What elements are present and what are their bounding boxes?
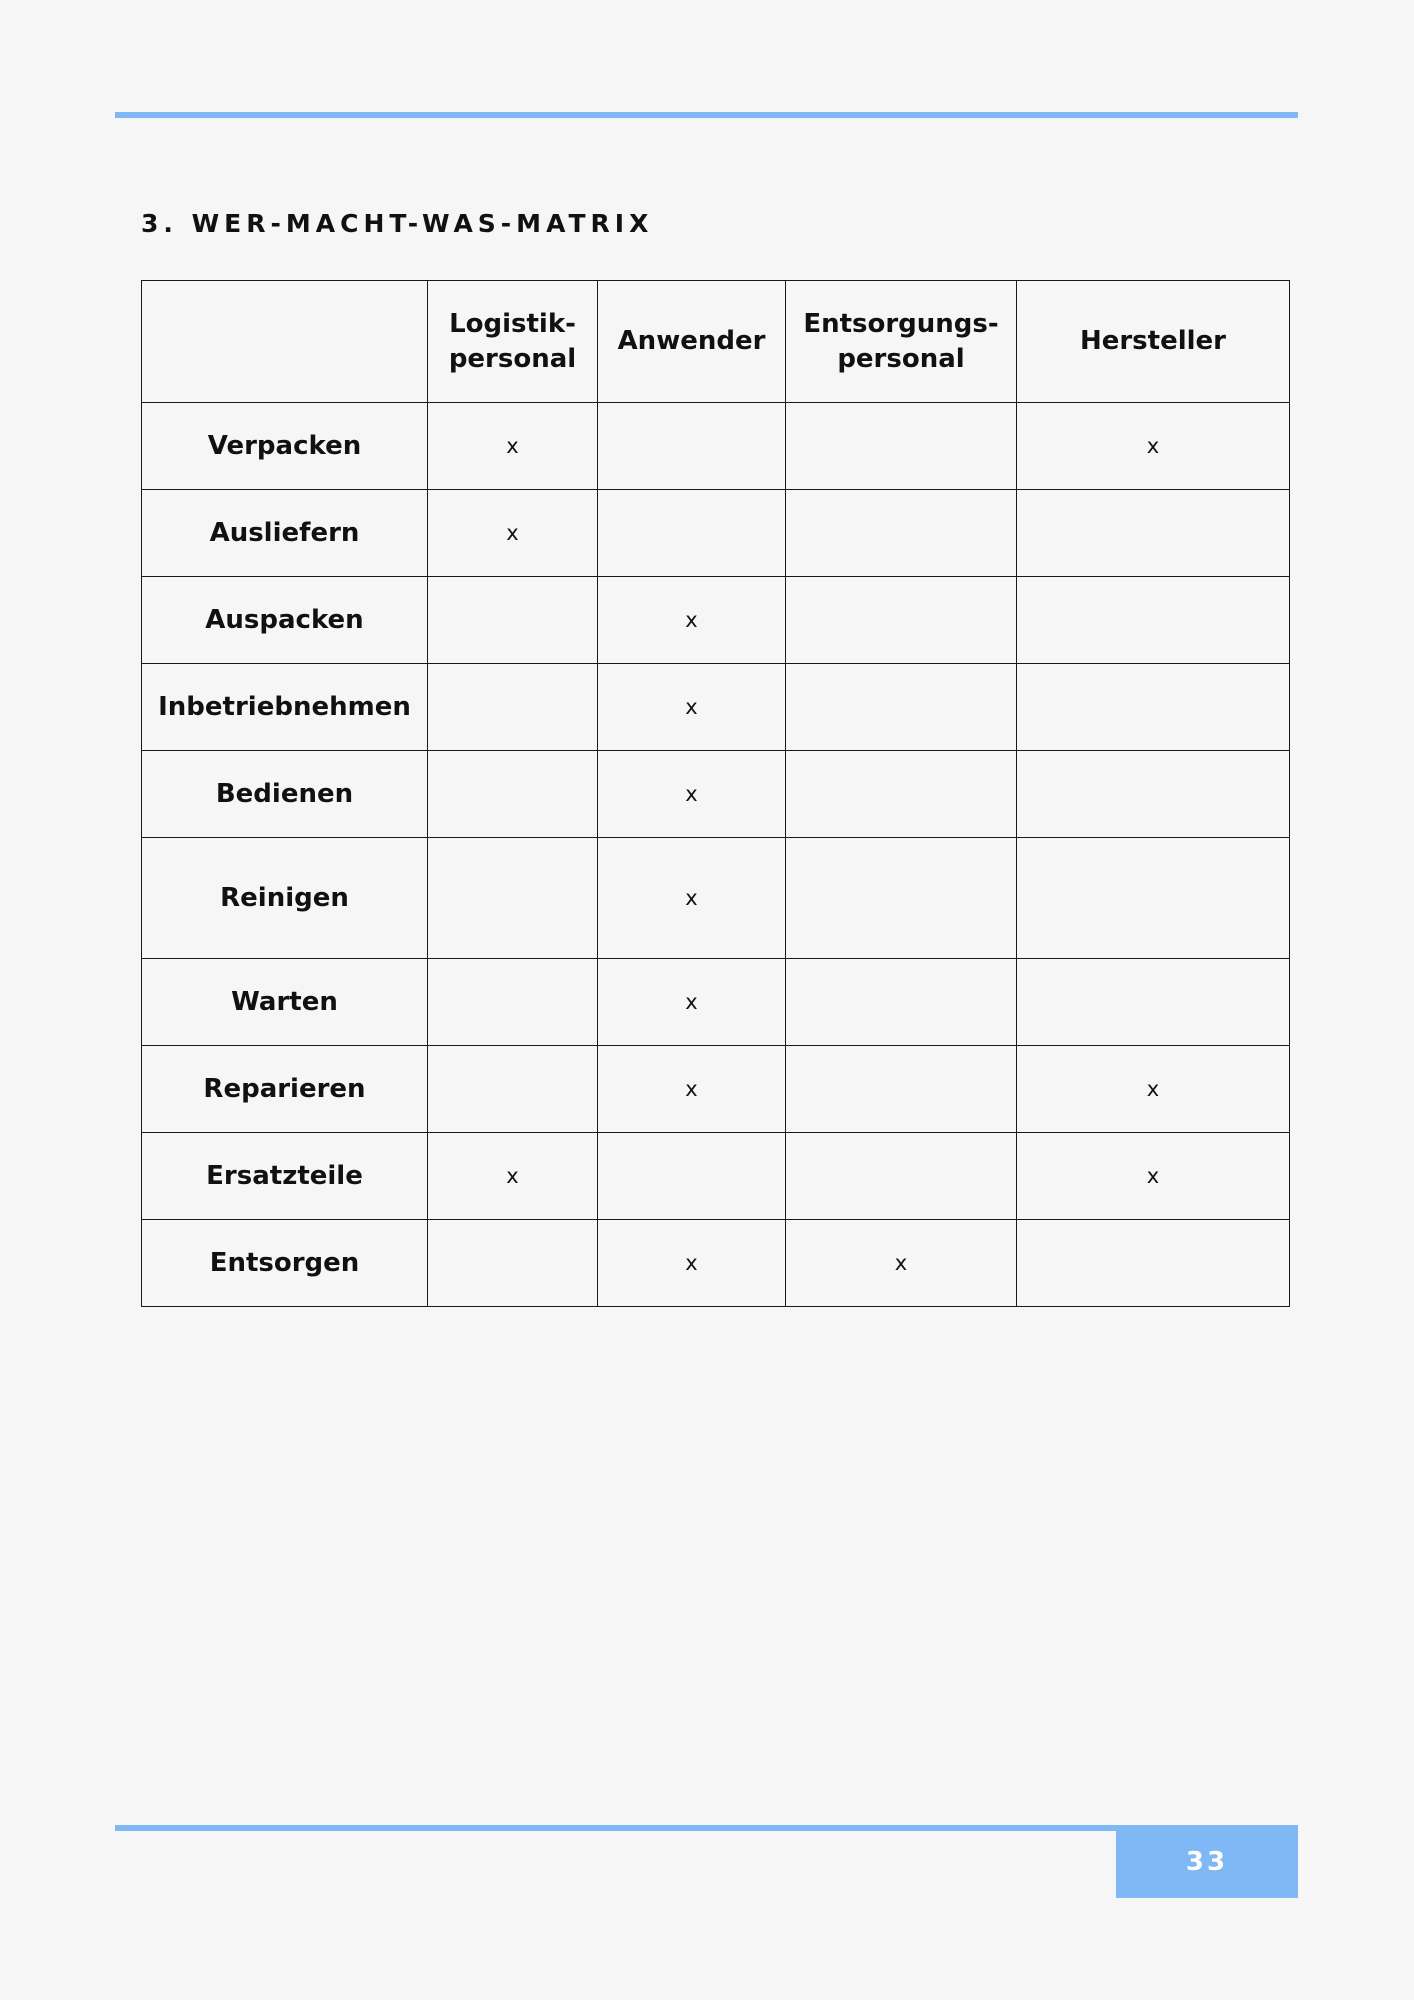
table-row [142, 664, 1290, 751]
matrix-cell [428, 751, 598, 838]
matrix-cell [428, 577, 598, 664]
row-label: Inbetriebnehmen [142, 664, 428, 751]
matrix-cell [786, 838, 1017, 959]
header-rule [115, 112, 1298, 118]
matrix-cell [786, 577, 1017, 664]
column-header-hersteller [1017, 281, 1290, 403]
responsibility-matrix [141, 280, 1290, 1307]
section-title: 3. WER-MACHT-WAS-MATRIX [141, 209, 654, 238]
matrix-cell [786, 490, 1017, 577]
table-row [142, 577, 1290, 664]
column-header-line: Hersteller [1079, 326, 1227, 356]
table-row [142, 1133, 1290, 1220]
table-row [142, 1220, 1290, 1307]
table-row [142, 490, 1290, 577]
matrix-cell [598, 1133, 786, 1220]
matrix-cell [428, 664, 598, 751]
column-header-line: Logistik- [449, 308, 576, 339]
matrix-cell: x [1017, 1046, 1290, 1133]
matrix-cell: x [1017, 1133, 1290, 1220]
page-number: 33 [1185, 1846, 1229, 1877]
row-label: Warten [142, 959, 428, 1046]
matrix-cell [1017, 664, 1290, 751]
row-label: Reparieren [142, 1046, 428, 1133]
matrix-cell: x [598, 664, 786, 751]
column-header-line: personal [837, 343, 965, 374]
matrix-cell [428, 1046, 598, 1133]
matrix-cell: x [598, 1220, 786, 1307]
matrix-cell: x [1017, 403, 1290, 490]
page-number-box [1116, 1825, 1298, 1898]
matrix-cell: x [428, 1133, 598, 1220]
matrix-cell [786, 1046, 1017, 1133]
matrix-cell: x [598, 838, 786, 959]
table-row [142, 838, 1290, 959]
column-header-entsorgungspersonal [786, 281, 1017, 403]
row-label: Bedienen [142, 751, 428, 838]
matrix-cell [1017, 577, 1290, 664]
row-label: Entsorgen [142, 1220, 428, 1307]
matrix-cell: x [598, 1046, 786, 1133]
row-label: Ersatzteile [142, 1133, 428, 1220]
matrix-cell [786, 751, 1017, 838]
column-header-anwender [598, 281, 786, 403]
matrix-cell [1017, 838, 1290, 959]
row-label: Ausliefern [142, 490, 428, 577]
matrix-cell [598, 490, 786, 577]
row-label: Reinigen [142, 838, 428, 959]
column-header-line: Anwender [617, 326, 766, 356]
table-row [142, 751, 1290, 838]
column-header-line: Entsorgungs- [803, 308, 999, 339]
matrix-cell [1017, 751, 1290, 838]
matrix-cell [428, 838, 598, 959]
matrix-cell [786, 1133, 1017, 1220]
matrix-cell [1017, 1220, 1290, 1307]
matrix-cell [598, 403, 786, 490]
matrix-cell: x [598, 959, 786, 1046]
matrix-cell: x [598, 751, 786, 838]
matrix-cell [786, 403, 1017, 490]
column-header-line: personal [448, 343, 577, 374]
matrix-cell [428, 959, 598, 1046]
column-header-logistikpersonal [428, 281, 598, 403]
row-label: Auspacken [142, 577, 428, 664]
matrix-cell [1017, 490, 1290, 577]
table-row [142, 1046, 1290, 1133]
matrix-cell [786, 959, 1017, 1046]
table-row [142, 403, 1290, 490]
matrix-cell: x [428, 403, 598, 490]
matrix-cell: x [786, 1220, 1017, 1307]
matrix-corner-cell [142, 281, 428, 403]
matrix-cell [428, 1220, 598, 1307]
row-label: Verpacken [142, 403, 428, 490]
matrix-cell: x [598, 577, 786, 664]
matrix-header-row [142, 281, 1290, 403]
matrix-cell: x [428, 490, 598, 577]
matrix-cell [786, 664, 1017, 751]
table-row [142, 959, 1290, 1046]
matrix-cell [1017, 959, 1290, 1046]
